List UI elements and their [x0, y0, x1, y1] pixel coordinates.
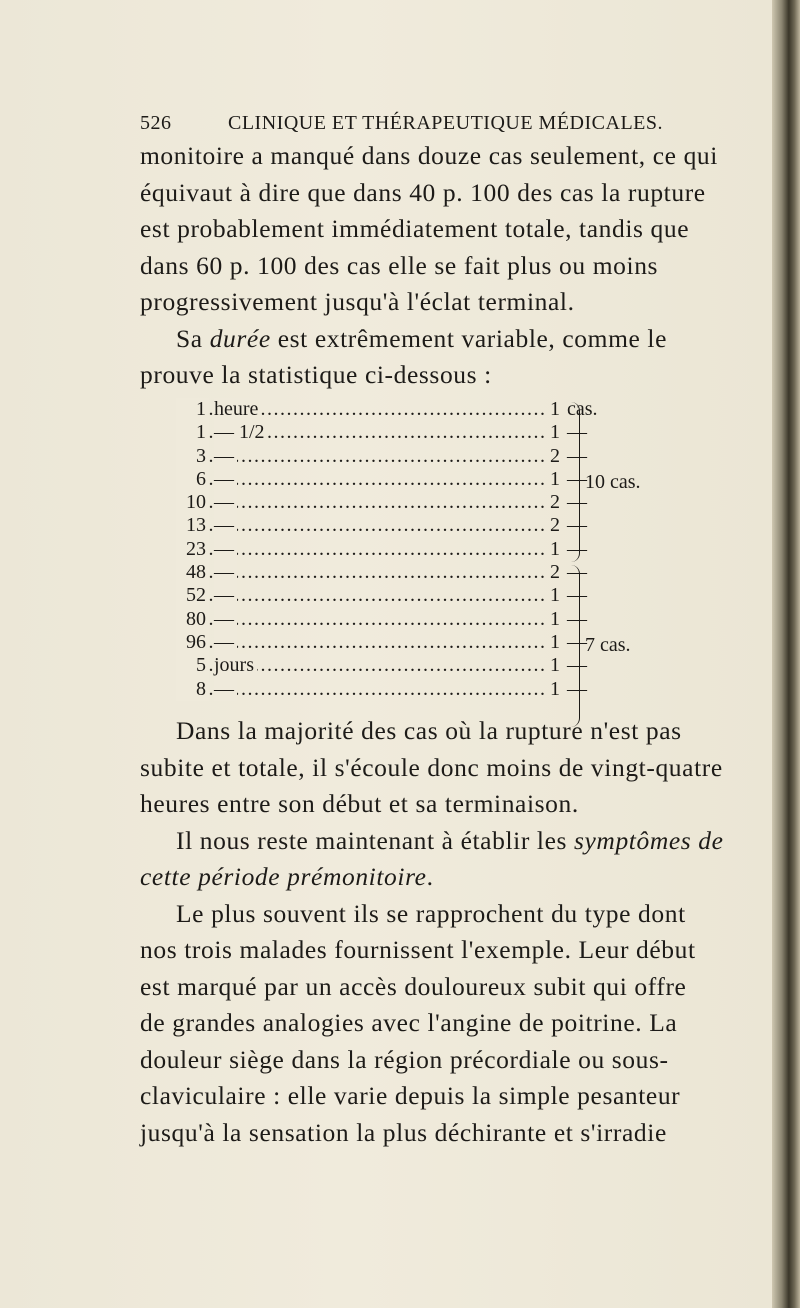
text-line: Le plus souvent ils se rapprochent du type dont [176, 898, 686, 928]
text-run: Il nous reste maintenant à établir les [176, 825, 574, 855]
text-line: est probablement immédiatement totale, tandis que [140, 214, 690, 243]
duration-value: 96 [176, 631, 209, 654]
italic-term: symptômes de [573, 825, 724, 855]
duration-unit: — [214, 561, 237, 584]
text-line: prouve la statistique ci-dessous : [140, 360, 492, 389]
case-label: — [567, 421, 587, 444]
duration-value: 13 [176, 514, 209, 537]
book-binding-edge [772, 0, 800, 1308]
case-count: 1 [550, 607, 560, 630]
group-total-2: 7 cas. [585, 634, 631, 656]
group-brace-2 [571, 565, 580, 727]
text-line [140, 321, 740, 358]
duration-value: 23 [176, 538, 209, 561]
duration-value: 3 [176, 445, 209, 468]
duration-unit: — [214, 584, 237, 607]
case-label: — [567, 444, 587, 467]
statistics-row [176, 445, 696, 468]
group-brace-1 [571, 402, 580, 562]
duration-value: 1 [176, 421, 209, 444]
statistics-row [176, 421, 696, 444]
duration-value: 1 [176, 398, 209, 421]
case-label: — [567, 677, 587, 700]
duration-unit: — [214, 491, 237, 514]
case-label: — [567, 654, 587, 677]
duration-unit: — [214, 631, 237, 654]
duration-value: 8 [176, 678, 209, 701]
statistics-row [176, 654, 696, 677]
text-line [140, 859, 740, 896]
statistics-row [176, 398, 696, 421]
duration-value: 80 [176, 608, 209, 631]
group-total-1: 10 cas. [585, 471, 641, 493]
text-line: dans 60 p. 100 des cas elle se fait plus ou moins [140, 250, 659, 280]
duration-value: 6 [176, 468, 209, 491]
duration-value: 52 [176, 584, 209, 607]
duration-value: 10 [176, 491, 209, 514]
text-line: heures entre son début et sa terminaison. [140, 789, 579, 818]
italic-term: durée [209, 323, 271, 353]
case-count: 1 [550, 630, 560, 653]
case-label: — [567, 561, 587, 584]
case-label: — [567, 584, 587, 607]
statistics-row [176, 514, 696, 537]
text-run: est extrêmement variable, comme le [270, 323, 668, 353]
duration-unit: — [214, 514, 237, 537]
statistics-row [176, 561, 696, 584]
paragraph-1 [140, 138, 740, 394]
case-count: 2 [550, 561, 560, 584]
duration-unit: — [214, 445, 237, 468]
case-count: 1 [550, 677, 560, 700]
statistics-row [176, 608, 696, 631]
case-label: — [567, 491, 587, 514]
text-line: Dans la majorité des cas où la rupture n'est pas [176, 716, 682, 745]
case-label: — [567, 514, 587, 537]
case-label: — [567, 607, 587, 630]
text-line: monitoire a manqué dans douze cas seulement, ce qui [140, 141, 718, 170]
duration-unit: — [214, 608, 237, 631]
text-line: équivaut à dire que dans 40 p. 100 des cas la rupture [140, 177, 706, 207]
text-line: nos trois malades fournissent l'exemple. Leur début [140, 935, 696, 964]
duration-unit: jours [214, 654, 257, 677]
text-line: douleur siège dans la région précordiale ou sous- [140, 1044, 669, 1074]
duration-unit: — [214, 538, 237, 561]
case-count: 2 [550, 491, 560, 514]
case-count: 1 [550, 467, 560, 490]
text-line: subite et totale, il s'écoule donc moins de vingt-quatre [140, 752, 723, 782]
text-line: claviculaire : elle varie depuis la simple pesanteur [140, 1081, 681, 1110]
text-line: progressivement jusqu'à l'éclat terminal. [140, 287, 575, 316]
statistics-row [176, 678, 696, 701]
statistics-row [176, 584, 696, 607]
italic-term: cette période prémonitoire [140, 862, 427, 891]
text-line: de grandes analogies avec l'angine de poitrine. La [140, 1008, 678, 1037]
page-number: 526 [140, 112, 172, 134]
case-count: 1 [550, 537, 560, 560]
case-label: — [567, 537, 587, 560]
text-line [140, 823, 740, 860]
running-title: CLINIQUE ET THÉRAPEUTIQUE MÉDICALES. [228, 112, 664, 134]
case-count: 1 [550, 654, 560, 677]
case-label: cas. [567, 398, 598, 420]
case-count: 2 [550, 444, 560, 467]
duration-unit: — 1/2 [214, 421, 268, 444]
paragraph-2 [140, 713, 740, 1151]
duration-value: 5 [176, 654, 209, 677]
case-label: — [567, 630, 587, 653]
case-label: — [567, 467, 587, 490]
text-run: . [426, 862, 434, 891]
text-line: est marqué par un accès douloureux subit qui offre [140, 971, 687, 1001]
duration-unit: heure [214, 398, 261, 421]
duration-unit: — [214, 468, 237, 491]
case-count: 1 [550, 398, 560, 420]
case-count: 1 [550, 421, 560, 444]
statistics-row [176, 491, 696, 514]
text-run: Sa [176, 323, 210, 353]
duration-unit: — [214, 678, 237, 701]
case-count: 1 [550, 584, 560, 607]
statistics-row [176, 538, 696, 561]
text-line: jusqu'à la sensation la plus déchirante et s'irradie [140, 1117, 667, 1147]
duration-value: 48 [176, 561, 209, 584]
case-count: 2 [550, 514, 560, 537]
